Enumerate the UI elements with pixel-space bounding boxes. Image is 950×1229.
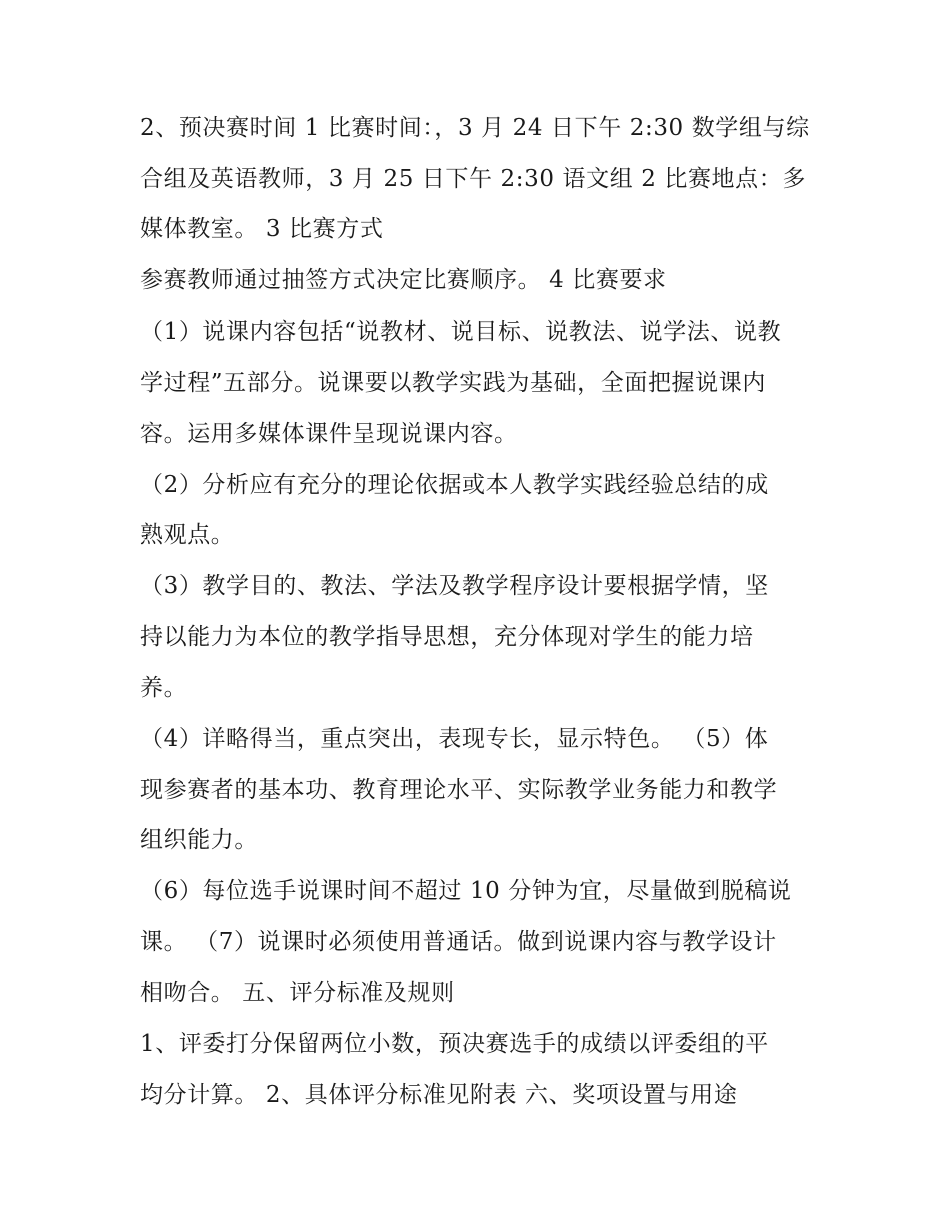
text-line: （2）分析应有充分的理论依据或本人教学实践经验总结的成 [140,472,769,498]
text-line: 学过程”五部分。说课要以教学实践为基础，全面把握说课内 [140,370,766,396]
text-line: 媒体教室。 3 比赛方式 [140,216,384,242]
text-line: 课。 （7）说课时必须使用普通话。做到说课内容与教学设计 [140,929,777,955]
text-line: 持以能力为本位的教学指导思想，充分体现对学生的能力培 [140,624,754,650]
text-line: 组织能力。 [140,827,258,853]
text-line: 熟观点。 [140,522,235,548]
text-line: 参赛教师通过抽签方式决定比赛顺序。 4 比赛要求 [140,267,667,293]
text-line: 容。运用多媒体课件呈现说课内容。 [140,421,518,447]
text-line: （3）教学目的、教法、学法及教学程序设计要根据学情，坚 [140,573,769,599]
text-line: 相吻合。 五、评分标准及规则 [140,980,455,1006]
text-line: 现参赛者的基本功、教育理论水平、实际教学业务能力和教学 [140,777,778,803]
text-line: 2、预决赛时间 1 比赛时间：，3 月 24 日下午 2:30 数学组与综 [140,115,810,141]
text-line: （4）详略得当，重点突出，表现专长，显示特色。 （5）体 [140,726,769,752]
text-line: （1）说课内容包括“说教材、说目标、说教法、说学法、说教 [140,319,782,345]
text-line: 1、评委打分保留两位小数，预决赛选手的成绩以评委组的平 [140,1031,769,1057]
text-line: 养。 [140,675,188,701]
text-line: 均分计算。 2、具体评分标准见附表 六、奖项设置与用途 [140,1082,738,1108]
text-line: （6）每位选手说课时间不超过 10 分钟为宜，尽量做到脱稿说 [140,878,792,904]
text-line: 合组及英语教师，3 月 25 日下午 2:30 语文组 2 比赛地点：多 [140,166,806,192]
